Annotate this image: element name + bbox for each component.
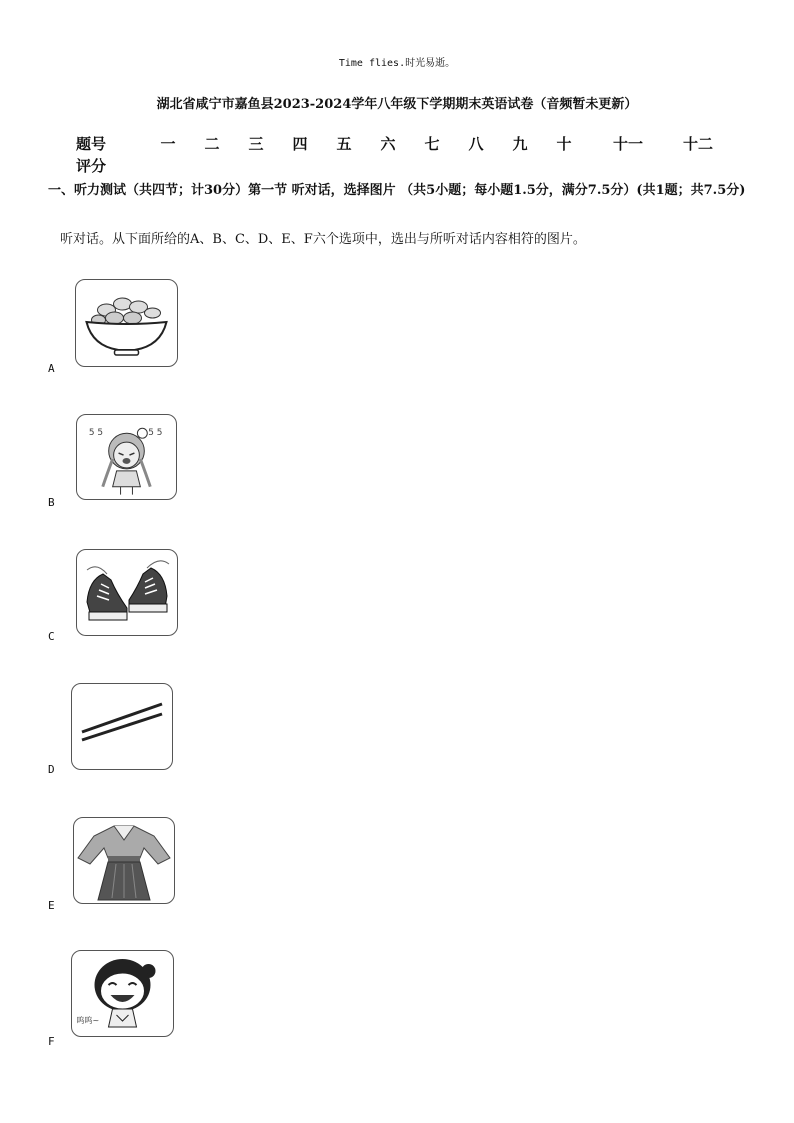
score-col: 十一	[612, 134, 643, 153]
score-row-label: 评分	[76, 156, 107, 175]
exam-title: 湖北省咸宁市嘉鱼县2023-2024学年八年级下学期期末英语试卷（音频暂未更新）	[156, 97, 638, 112]
dumplings-bowl-icon	[76, 280, 177, 366]
option-a-picture[interactable]	[75, 279, 178, 367]
score-col: 三	[248, 134, 264, 153]
page-motto: Time flies.时光易逝。	[338, 58, 456, 69]
option-e-label: E	[48, 899, 55, 912]
option-d-label: D	[48, 763, 55, 776]
section-instruction: 听对话。从下面所给的A、B、C、D、E、F六个选项中，选出与所听对话内容相符的图片。	[60, 232, 586, 247]
option-b-picture[interactable]	[76, 414, 177, 500]
score-col: 五	[336, 134, 352, 153]
hanfu-dress-icon	[74, 818, 174, 903]
score-col: 四	[292, 134, 308, 153]
option-c-label: C	[48, 630, 55, 643]
score-col: 十二	[682, 134, 713, 153]
score-col: 二	[204, 134, 220, 153]
option-f-label: F	[48, 1035, 55, 1048]
sneakers-icon	[77, 550, 177, 635]
score-col: 七	[424, 134, 440, 153]
option-c-picture[interactable]	[76, 549, 178, 636]
option-f-picture[interactable]	[71, 950, 174, 1037]
option-e-picture[interactable]	[73, 817, 175, 904]
chopsticks-icon	[72, 684, 172, 769]
score-row-points	[76, 154, 736, 176]
score-col: 十	[556, 134, 572, 153]
score-col: 八	[468, 134, 484, 153]
svg-text:5 5: 5 5	[148, 428, 163, 439]
laughing-girl-icon	[72, 951, 173, 1036]
section-heading: 一、听力测试（共四节；计30分）第一节 听对话，选择图片 （共5小题；每小题1.5分，满分7.5分）(共1题；共7.5分)	[48, 183, 746, 198]
score-col: 六	[380, 134, 396, 153]
option-a-label: A	[48, 362, 55, 375]
score-row-number	[76, 132, 736, 154]
option-d-picture[interactable]	[71, 683, 173, 770]
score-col: 九	[512, 134, 528, 153]
option-b-label: B	[48, 496, 55, 509]
crying-girl-icon	[77, 415, 176, 499]
laugh-sound-text: 呜呜~	[76, 1016, 100, 1025]
score-row-label: 题号	[76, 134, 107, 153]
score-col: 一	[160, 134, 176, 153]
score-table	[76, 132, 736, 176]
svg-text:5 5: 5 5	[88, 428, 104, 439]
